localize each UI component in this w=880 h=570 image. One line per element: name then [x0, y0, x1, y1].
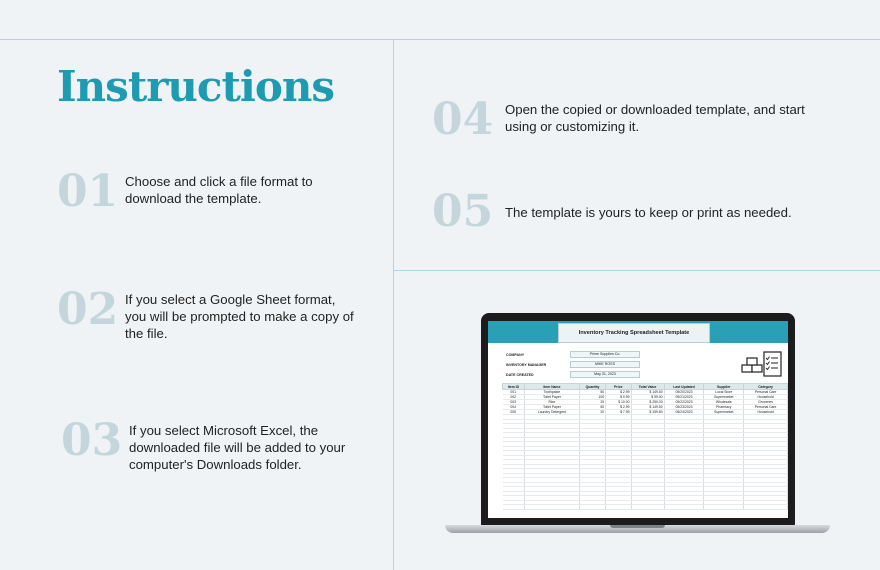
table-cell: $ 2.99 — [606, 390, 631, 395]
right-section-divider — [393, 270, 880, 271]
table-cell: 05/23/2023 — [664, 405, 704, 410]
table-cell: 05/21/2023 — [664, 395, 704, 400]
table-cell: Groceries — [744, 400, 788, 405]
step-text: If you select a Google Sheet format, you will be prompted to make a copy of the file. — [125, 292, 354, 341]
table-cell: 005 — [503, 410, 525, 415]
table-cell: Supermarket — [704, 410, 744, 415]
table-cell: Personal Care — [744, 405, 788, 410]
step-02 — [57, 284, 367, 342]
table-cell: Rice — [524, 400, 579, 405]
table-cell: 50 — [579, 390, 605, 395]
table-cell: Toilet Paper — [524, 395, 579, 400]
laptop-screen — [481, 313, 795, 526]
table-cell: $ 250.00 — [631, 400, 664, 405]
step-text: Open the copied or downloaded template, and start using or customizing it. — [505, 102, 805, 134]
table-cell — [631, 505, 664, 510]
col-header: Supplier — [704, 384, 744, 390]
col-header: Price — [606, 384, 631, 390]
table-cell: Household — [744, 410, 788, 415]
table-cell: Toothpaste — [524, 390, 579, 395]
meta-label-date: DATE CREATED — [506, 373, 534, 377]
page-title: Instructions — [57, 62, 335, 111]
table-cell — [524, 505, 579, 510]
step-number: 01 — [57, 166, 119, 217]
table-cell — [503, 505, 525, 510]
table-cell: $ 99.00 — [631, 395, 664, 400]
step-number: 04 — [432, 94, 494, 145]
table-cell: $ 7.99 — [606, 410, 631, 415]
table-cell: $ 0.99 — [606, 395, 631, 400]
step-05 — [432, 186, 852, 237]
col-header: Last Updated — [664, 384, 704, 390]
step-text: The template is yours to keep or print as needed. — [505, 205, 792, 220]
table-cell — [606, 505, 631, 510]
step-text: Choose and click a file format to download the template. — [125, 174, 313, 206]
meta-label-manager: INVENTORY MANAGER — [506, 363, 547, 367]
table-row — [503, 505, 788, 510]
meta-label-company: COMPANY — [506, 353, 525, 357]
table-cell: 05/22/2023 — [664, 400, 704, 405]
step-number: 05 — [432, 186, 494, 237]
col-header: Total Value — [631, 384, 664, 390]
table-cell: Supermarket — [704, 395, 744, 400]
table-cell: Local Store — [704, 390, 744, 395]
table-cell: 003 — [503, 400, 525, 405]
table-cell: 25 — [579, 400, 605, 405]
table-cell: Household — [744, 395, 788, 400]
top-rule — [0, 39, 880, 40]
center-divider — [393, 39, 394, 570]
table-cell: $ 2.99 — [606, 405, 631, 410]
sheet-title: Inventory Tracking Spreadsheet Template — [558, 323, 710, 343]
step-number: 02 — [57, 284, 119, 335]
col-header: Item ID — [503, 384, 525, 390]
table-cell: Pharmacy — [704, 405, 744, 410]
table-cell: Wholesale — [704, 400, 744, 405]
table-cell — [579, 505, 605, 510]
step-number: 03 — [61, 415, 123, 466]
table-cell: 100 — [579, 395, 605, 400]
table-cell: Laundry Detergent — [524, 410, 579, 415]
col-header: Item Name — [524, 384, 579, 390]
spreadsheet-preview — [488, 321, 788, 518]
laptop-mockup — [445, 313, 830, 535]
meta-value-manager: MIKE ROSS — [570, 361, 640, 368]
table-cell: 50 — [579, 405, 605, 410]
meta-value-company: Prime Supplies Co. — [570, 351, 640, 358]
table-cell — [744, 505, 788, 510]
table-cell: $ 10.00 — [606, 400, 631, 405]
table-cell — [664, 505, 704, 510]
inventory-table — [502, 383, 788, 510]
table-cell: Toilet Paper — [524, 405, 579, 410]
table-cell: 001 — [503, 390, 525, 395]
table-cell: 05/24/2023 — [664, 410, 704, 415]
table-cell — [704, 505, 744, 510]
step-04 — [432, 94, 852, 145]
meta-value-date: May 31, 2023 — [570, 371, 640, 378]
inventory-checklist-icon — [740, 351, 784, 381]
table-cell: 20 — [579, 410, 605, 415]
table-cell: 05/20/2023 — [664, 390, 704, 395]
table-cell: 002 — [503, 395, 525, 400]
table-cell: 004 — [503, 405, 525, 410]
col-header: Quantity — [579, 384, 605, 390]
table-cell: Personal Care — [744, 390, 788, 395]
table-cell: $ 159.80 — [631, 410, 664, 415]
step-text: If you select Microsoft Excel, the downloaded file will be added to your computer's Downloads folder. — [129, 423, 346, 472]
laptop-notch — [610, 525, 665, 528]
step-01 — [57, 166, 357, 217]
table-cell: $ 149.50 — [631, 390, 664, 395]
col-header: Category — [744, 384, 788, 390]
table-cell: $ 149.50 — [631, 405, 664, 410]
step-03 — [61, 415, 371, 473]
